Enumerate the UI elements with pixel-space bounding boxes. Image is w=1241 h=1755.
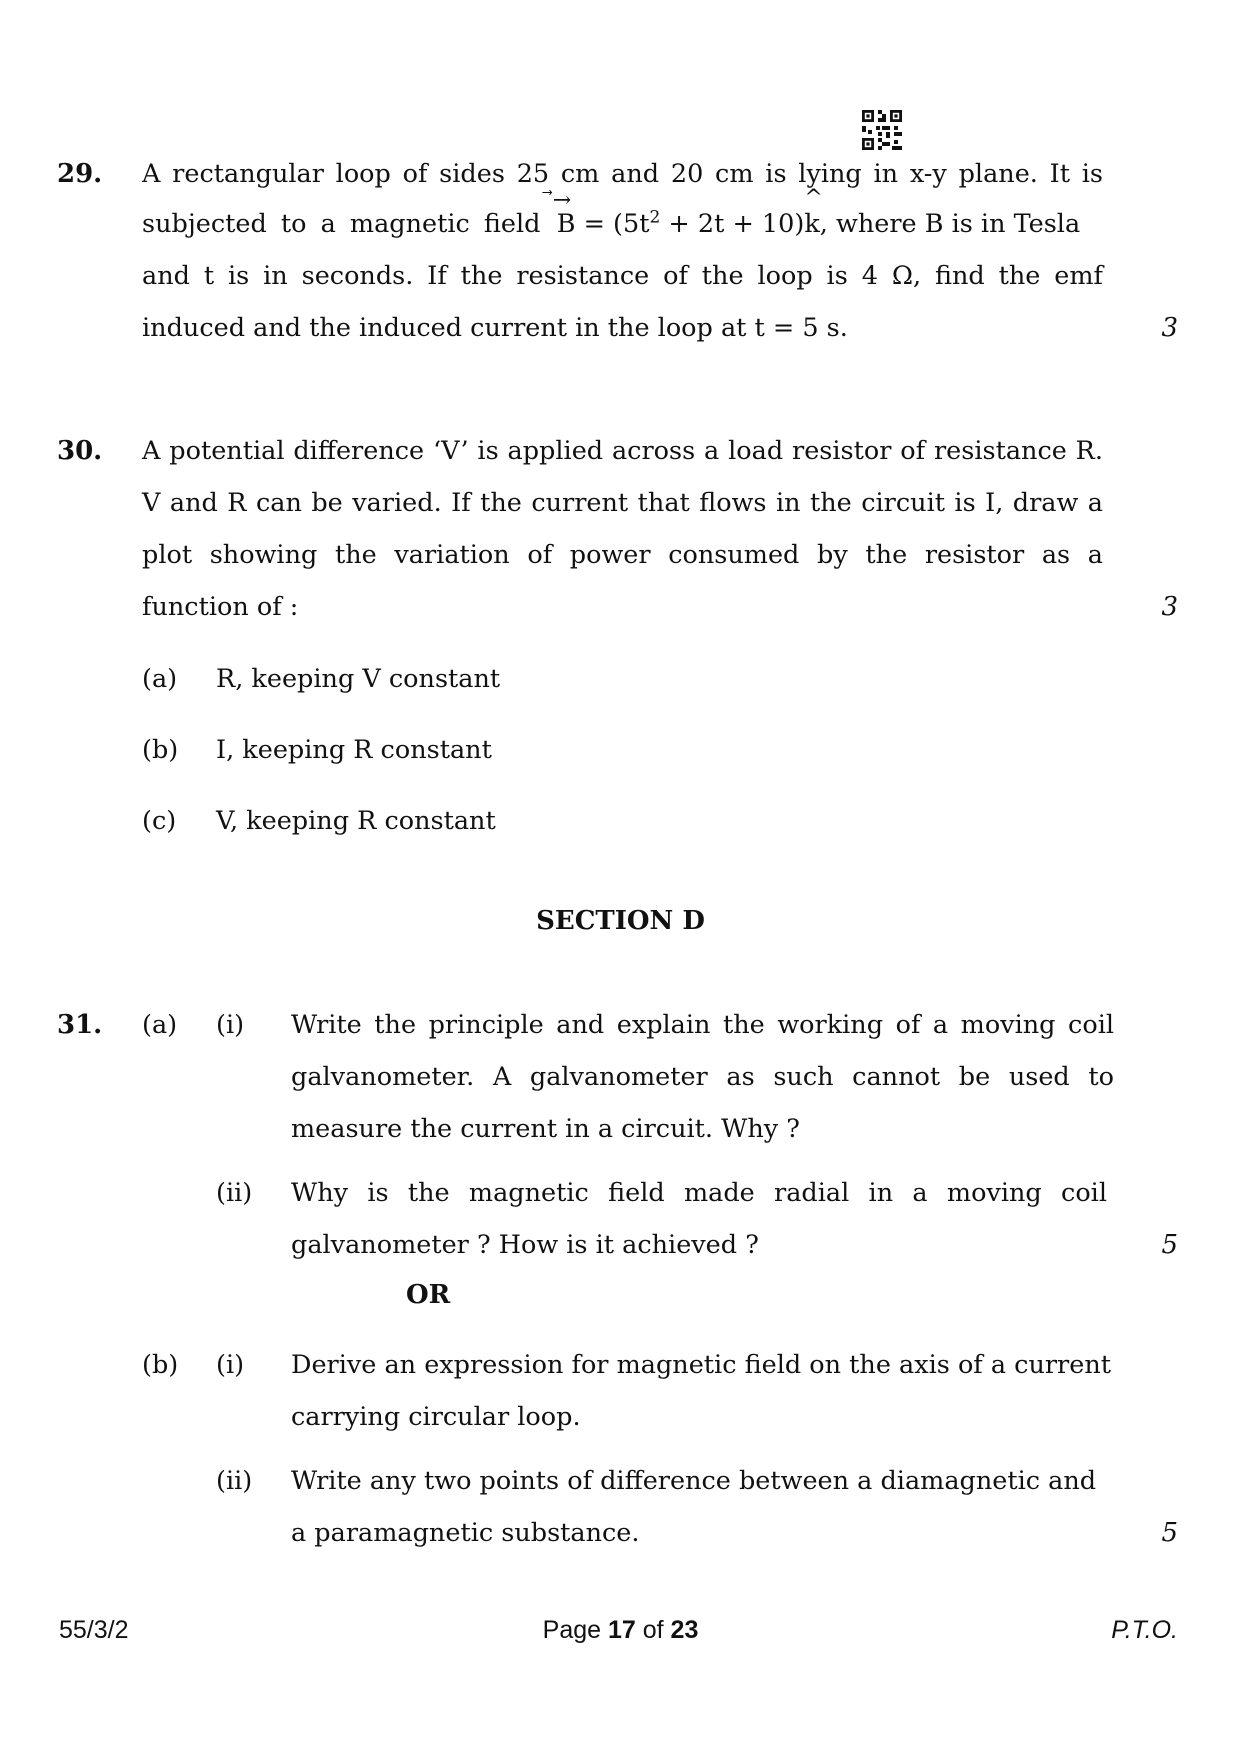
q29-line-4: induced and the induced current in the loop at t = 5 s.: [142, 313, 848, 343]
q31-a-i-line-1: Write the principle and explain the working of a moving coil: [291, 1010, 1114, 1040]
section-heading: SECTION D: [536, 906, 705, 936]
question-number-31: 31.: [57, 1010, 103, 1040]
q30-line-3: plot showing the variation of power consumed by the resistor as a: [142, 540, 1103, 570]
q30-part-b-text: I, keeping R constant: [216, 735, 492, 765]
q31-b-ii-line-1: Write any two points of difference between a diamagnetic and: [291, 1466, 1097, 1496]
q31-b-i-line-2: carrying circular loop.: [291, 1402, 581, 1432]
vector-arrow-icon: ⃗→: [552, 188, 572, 213]
qr-code-icon: [862, 110, 902, 150]
q29-line-1: A rectangular loop of sides 25 cm and 20 cm is lying in x-y plane. It is: [142, 159, 1103, 189]
q29-equation-start: = (5t: [583, 209, 650, 239]
q30-part-a-text: R, keeping V constant: [216, 664, 501, 694]
q31-a-i-line-3: measure the current in a circuit. Why ?: [291, 1114, 800, 1144]
q31-a-ii-label: (ii): [216, 1178, 253, 1208]
q29-line-2: [142, 186, 1103, 239]
q29-exponent: 2: [649, 207, 661, 228]
page-number: 17: [607, 1616, 636, 1644]
paper-code: 55/3/2: [59, 1616, 129, 1644]
q31-part-a-label: (a): [142, 1010, 178, 1040]
q29-equation-mid: + 2t + 10): [660, 209, 805, 239]
q30-part-c-label: (c): [142, 806, 177, 836]
q31-a-ii-line-2: galvanometer ? How is it achieved ?: [291, 1230, 759, 1260]
q30-line-1: A potential difference ‘V’ is applied across a load resistor of resistance R.: [142, 436, 1103, 466]
q30-part-a-label: (a): [142, 664, 178, 694]
q31-b-i-line-1: Derive an expression for magnetic field on the axis of a current: [291, 1350, 1112, 1380]
q31-a-ii-line-1: Why is the magnetic field made radial in a moving coil: [291, 1178, 1107, 1208]
q29-line-2-text-a: subjected to a magnetic field: [142, 209, 541, 239]
q29-line-3: and t is in seconds. If the resistance of the loop is 4 Ω, find the emf: [142, 261, 1103, 291]
vector-b: [549, 188, 576, 239]
question-number-29: 29.: [57, 159, 103, 189]
q30-part-b-label: (b): [142, 735, 179, 765]
unit-vector-k-letter: k: [804, 209, 820, 239]
q31-a-i-line-2: galvanometer. A galvanometer as such cannot be used to: [291, 1062, 1114, 1092]
q31-a-i-label: (i): [216, 1010, 245, 1040]
q31-b-ii-line-2: a paramagnetic substance.: [291, 1518, 640, 1548]
page-total: 23: [670, 1616, 699, 1644]
hat-icon: ^: [804, 186, 823, 211]
question-number-30: 30.: [57, 436, 103, 466]
q31-b-marks: 5: [1161, 1518, 1178, 1548]
page-prefix: Page: [542, 1616, 608, 1644]
q30-part-c-text: V, keeping R constant: [216, 806, 496, 836]
q29-line-2-text-c: , where B is in Tesla: [819, 209, 1081, 239]
page-indicator: [0, 1615, 1241, 1645]
q31-b-ii-label: (ii): [216, 1466, 253, 1496]
or-divider: OR: [406, 1280, 451, 1310]
q31-a-marks: 5: [1161, 1230, 1178, 1260]
q30-line-4: function of :: [142, 592, 299, 622]
page-of: of: [635, 1616, 671, 1644]
q31-part-b-label: (b): [142, 1350, 179, 1380]
q30-line-2: V and R can be varied. If the current that flows in the circuit is I, draw a: [142, 488, 1103, 518]
q29-marks: 3: [1161, 313, 1178, 343]
vector-b-letter: B: [556, 209, 576, 239]
pto-label: P.T.O.: [1111, 1616, 1178, 1644]
q31-b-i-label: (i): [216, 1350, 245, 1380]
unit-vector-k: [804, 186, 823, 239]
q30-marks: 3: [1161, 592, 1178, 622]
